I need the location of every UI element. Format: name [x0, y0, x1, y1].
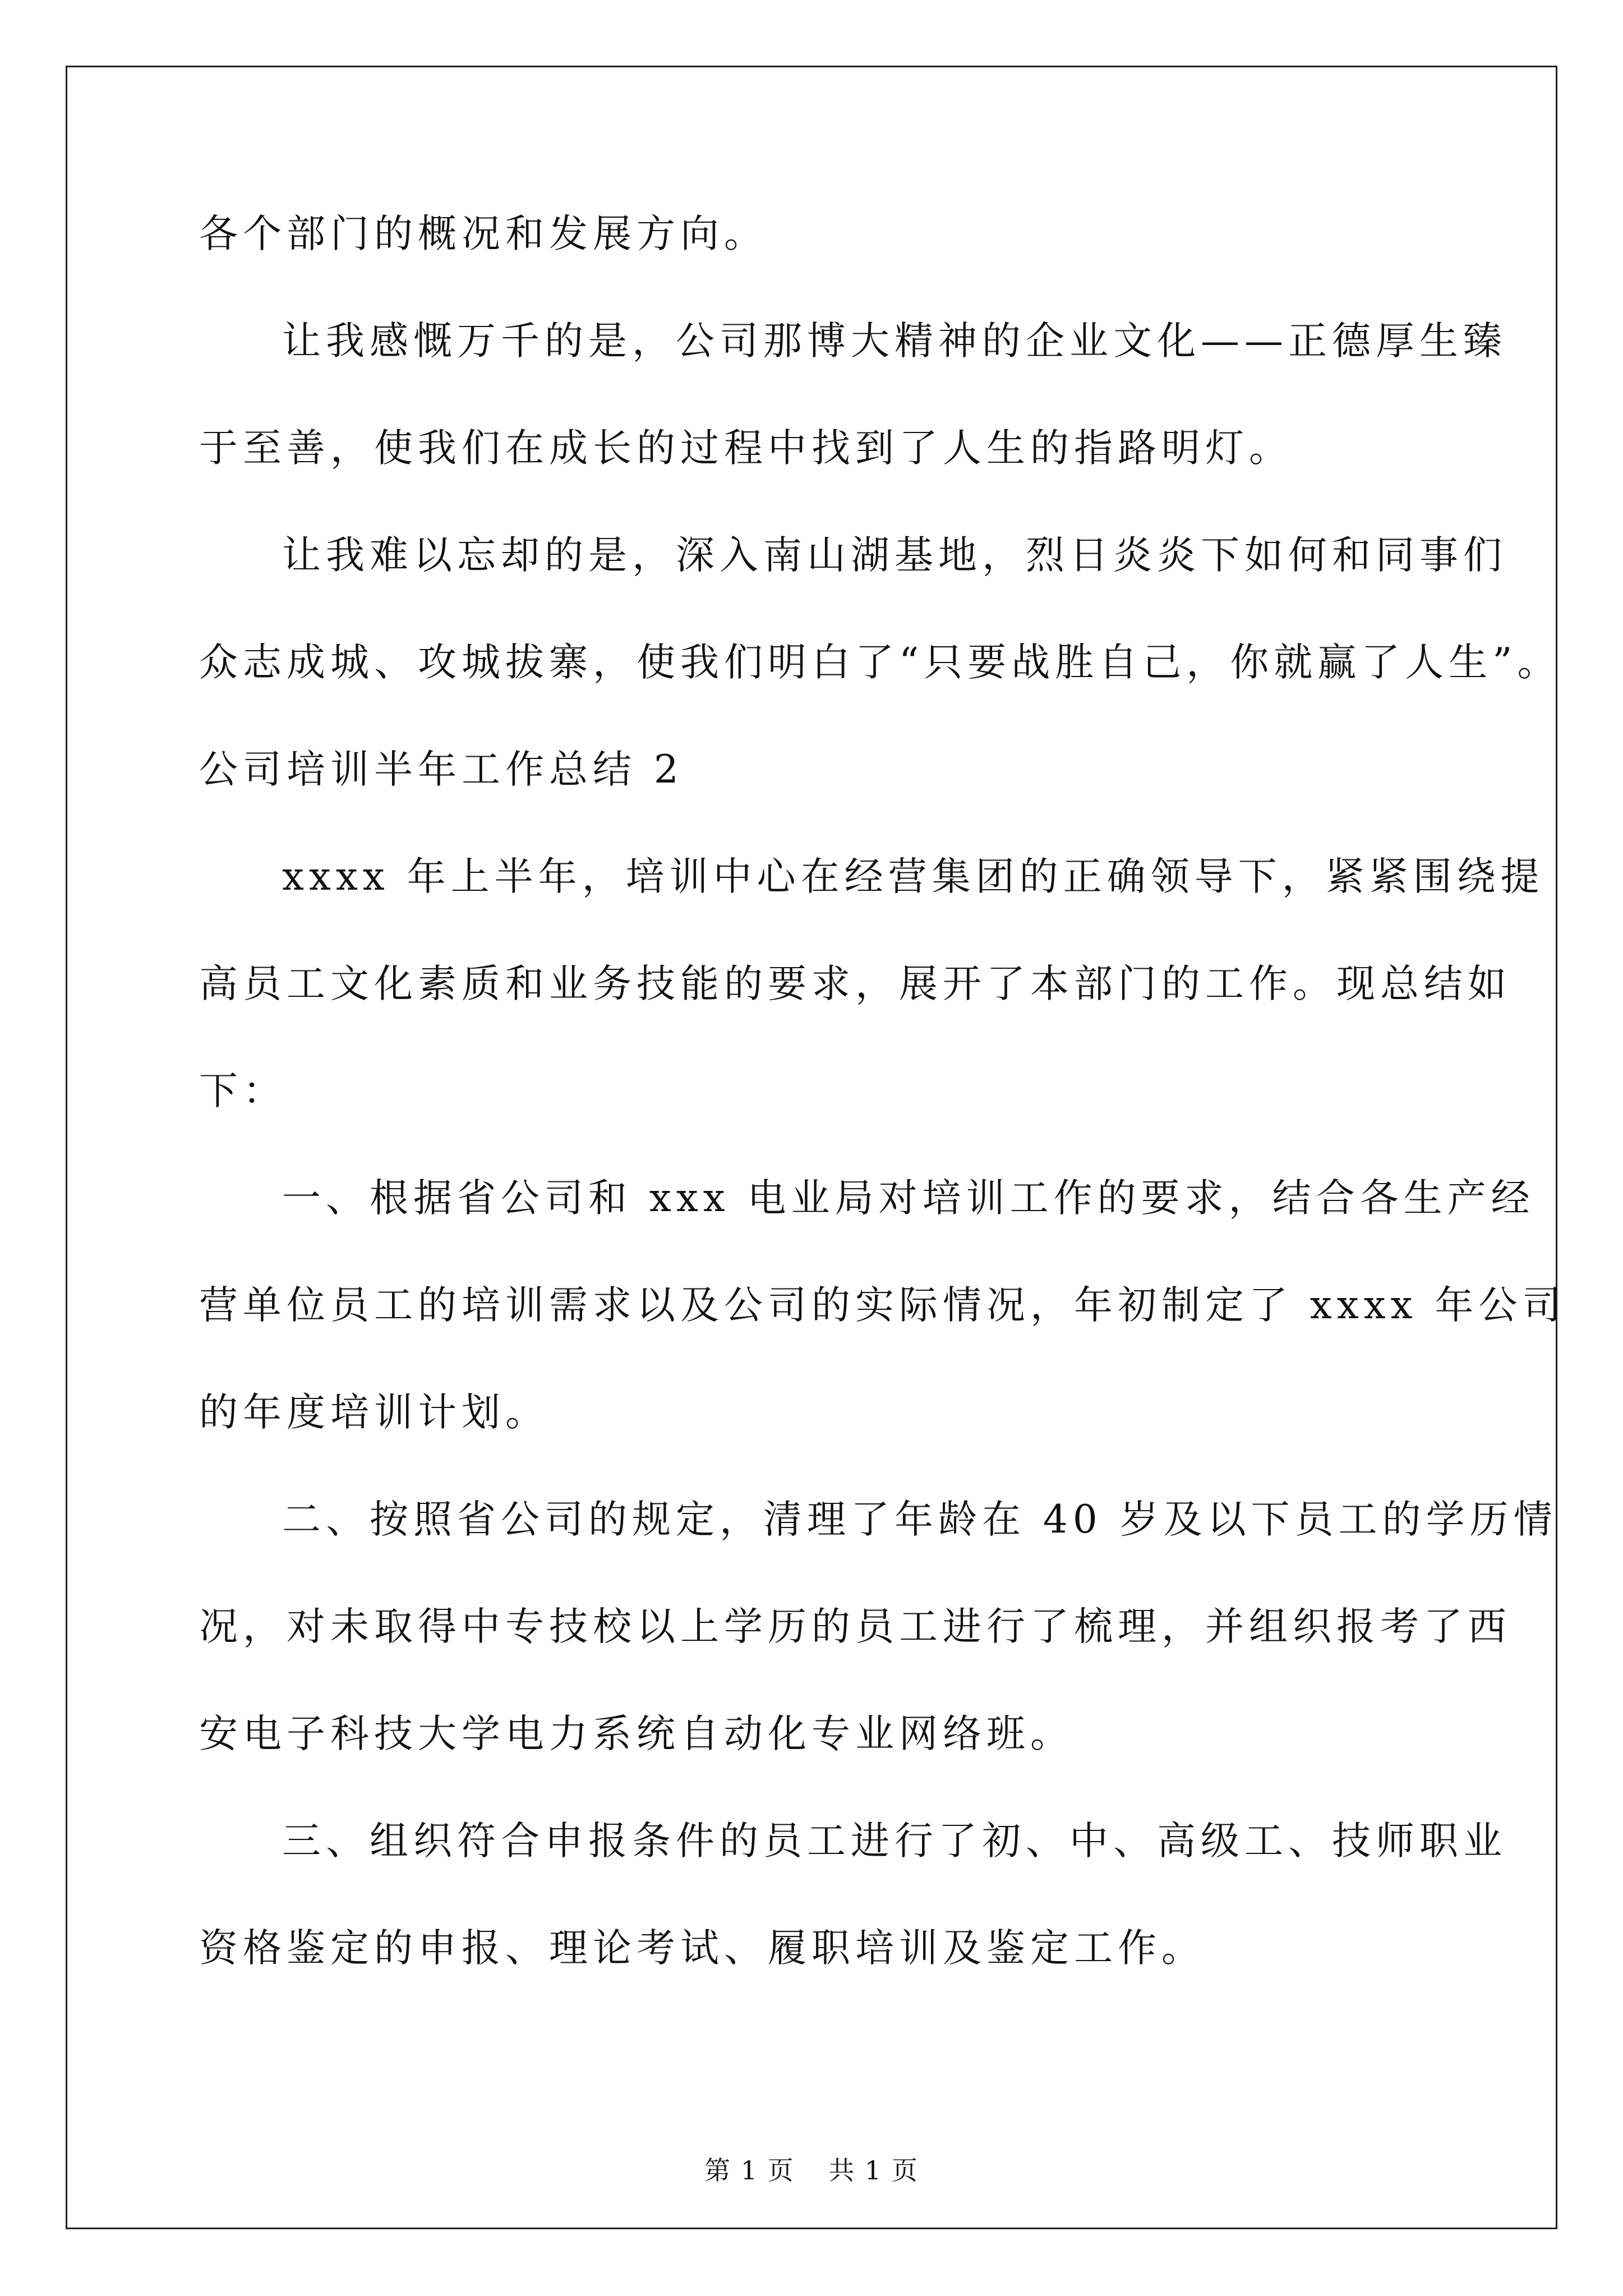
paragraph-line: 安电子科技大学电力系统自动化专业网络班。	[199, 1711, 1074, 1756]
paragraph-line: 的年度培训计划。	[199, 1390, 549, 1435]
paragraph-line: 高员工文化素质和业务技能的要求，展开了本部门的工作。现总结如	[199, 961, 1511, 1006]
paragraph-line: 让我感慨万千的是，公司那博大精神的企业文化——正德厚生臻	[282, 319, 1507, 364]
paragraph-line: 资格鉴定的申报、理论考试、履职培训及鉴定工作。	[199, 1926, 1205, 1971]
paragraph-line: 下：	[199, 1069, 287, 1114]
section-heading: 公司培训半年工作总结 2	[199, 747, 684, 792]
paragraph-line: 于至善，使我们在成长的过程中找到了人生的指路明灯。	[199, 426, 1293, 471]
paragraph-line: 况，对未取得中专技校以上学历的员工进行了梳理，并组织报考了西	[199, 1604, 1511, 1649]
document-body	[199, 211, 1566, 2035]
paragraph-line: 二、按照省公司的规定，清理了年龄在 40 岁及以下员工的学历情	[282, 1497, 1557, 1542]
paragraph-line: 三、组织符合申报条件的员工进行了初、中、高级工、技师职业	[282, 1819, 1507, 1864]
page-number: 第 1 页	[704, 2155, 795, 2185]
page-total: 共 1 页	[828, 2155, 919, 2185]
paragraph-line: xxxx 年上半年，培训中心在经营集团的正确领导下，紧紧围绕提	[282, 854, 1544, 899]
paragraph-line: 让我难以忘却的是，深入南山湖基地，烈日炎炎下如何和同事们	[282, 533, 1507, 578]
page-footer	[0, 2156, 1623, 2184]
paragraph-line: 众志成城、攻城拔寨，使我们明白了“只要战胜自己，你就赢了人生”。	[199, 640, 1561, 685]
paragraph-line: 营单位员工的培训需求以及公司的实际情况，年初制定了 xxxx 年公司	[199, 1283, 1566, 1328]
paragraph-line: 一、根据省公司和 xxx 电业局对培训工作的要求，结合各生产经	[282, 1176, 1535, 1221]
paragraph-line: 各个部门的概况和发展方向。	[199, 211, 768, 256]
